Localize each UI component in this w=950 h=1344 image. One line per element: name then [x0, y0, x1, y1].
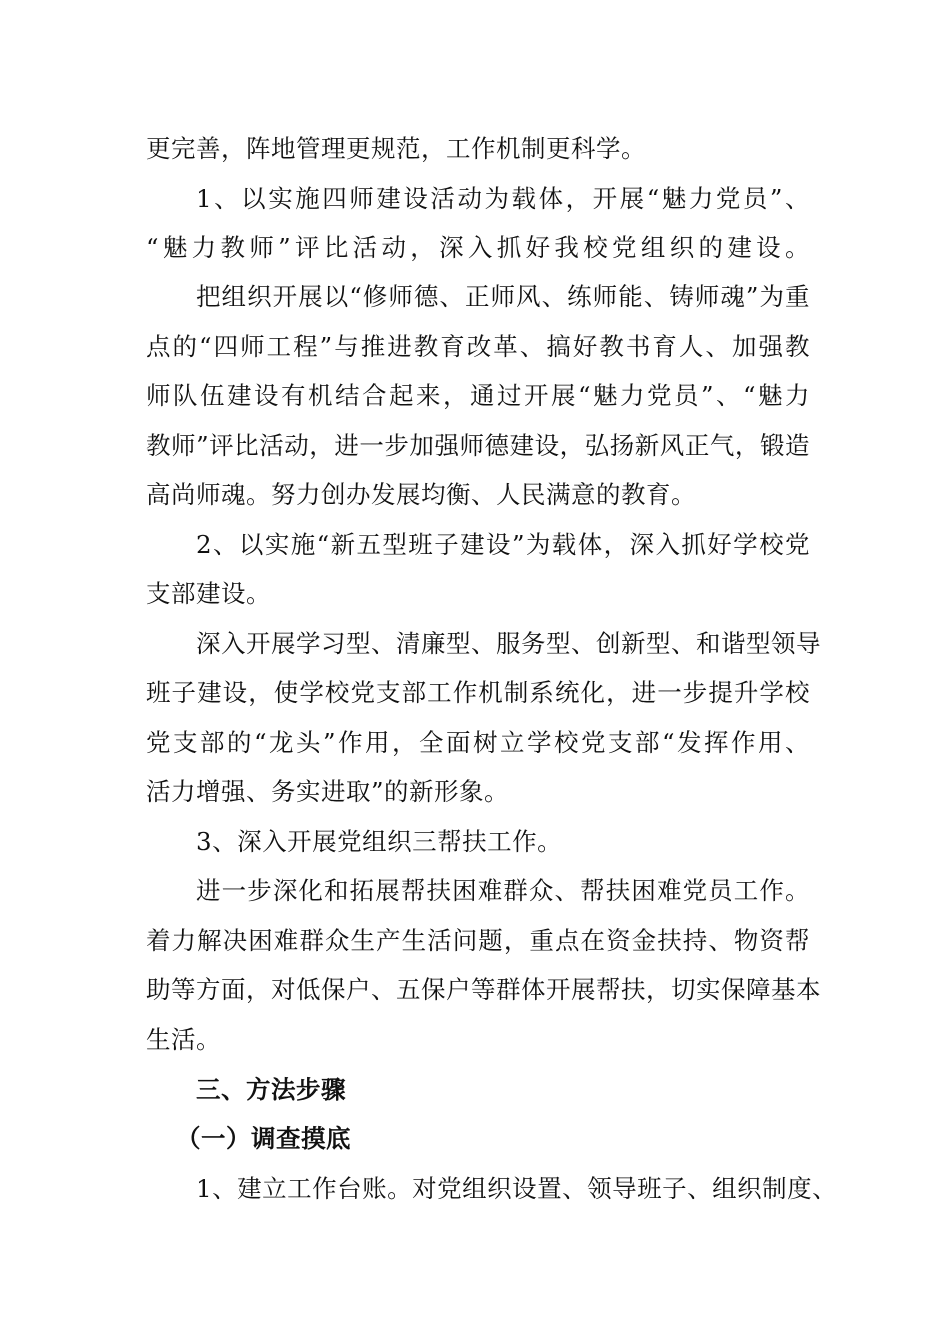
- text-line: 助等方面，对低保户、五保户等群体开展帮扶，切实保障基本: [146, 975, 821, 1004]
- text-line: 更完善，阵地管理更规范，工作机制更科学。: [146, 134, 646, 163]
- text-line: 深入开展学习型、清廉型、服务型、创新型、和谐型领导: [196, 629, 821, 658]
- text-line: 2、以实施“新五型班子建设”为载体，深入抓好学校党: [196, 530, 810, 559]
- text-line: 活力增强、务实进取”的新形象。: [146, 777, 510, 806]
- text-line: 高尚师魂。努力创办发展均衡、人民满意的教育。: [146, 480, 696, 509]
- text-line: 1、以实施四师建设活动为载体，开展“魅力党员”、: [196, 184, 810, 213]
- subsection-heading: （一）调查摸底: [176, 1124, 351, 1153]
- section-heading: 三、方法步骤: [196, 1075, 346, 1104]
- text-line: 党支部的“龙头”作用，全面树立学校党支部“发挥作用、: [146, 728, 810, 757]
- text-line: 生活。: [146, 1025, 221, 1054]
- text-line: 点的“四师工程”与推进教育改革、搞好教书育人、加强教: [146, 332, 810, 361]
- text-line: 把组织开展以“修师德、正师风、练师能、铸师魂”为重: [196, 282, 810, 311]
- text-line: 师队伍建设有机结合起来，通过开展“魅力党员”、“魅力: [146, 381, 810, 410]
- text-line: 1、建立工作台账。对党组织设置、领导班子、组织制度、: [196, 1174, 838, 1203]
- text-line: 支部建设。: [146, 579, 271, 608]
- text-line: “魅力教师”评比活动，深入抓好我校党组织的建设。: [146, 233, 810, 262]
- text-line: 教师”评比活动，进一步加强师德建设，弘扬新风正气，锻造: [146, 431, 810, 460]
- text-line: 进一步深化和拓展帮扶困难群众、帮扶困难党员工作。: [196, 876, 810, 905]
- text-line: 3、深入开展党组织三帮扶工作。: [196, 827, 563, 856]
- text-line: 着力解决困难群众生产生活问题，重点在资金扶持、物资帮: [146, 926, 810, 955]
- text-line: 班子建设，使学校党支部工作机制系统化，进一步提升学校: [146, 678, 810, 707]
